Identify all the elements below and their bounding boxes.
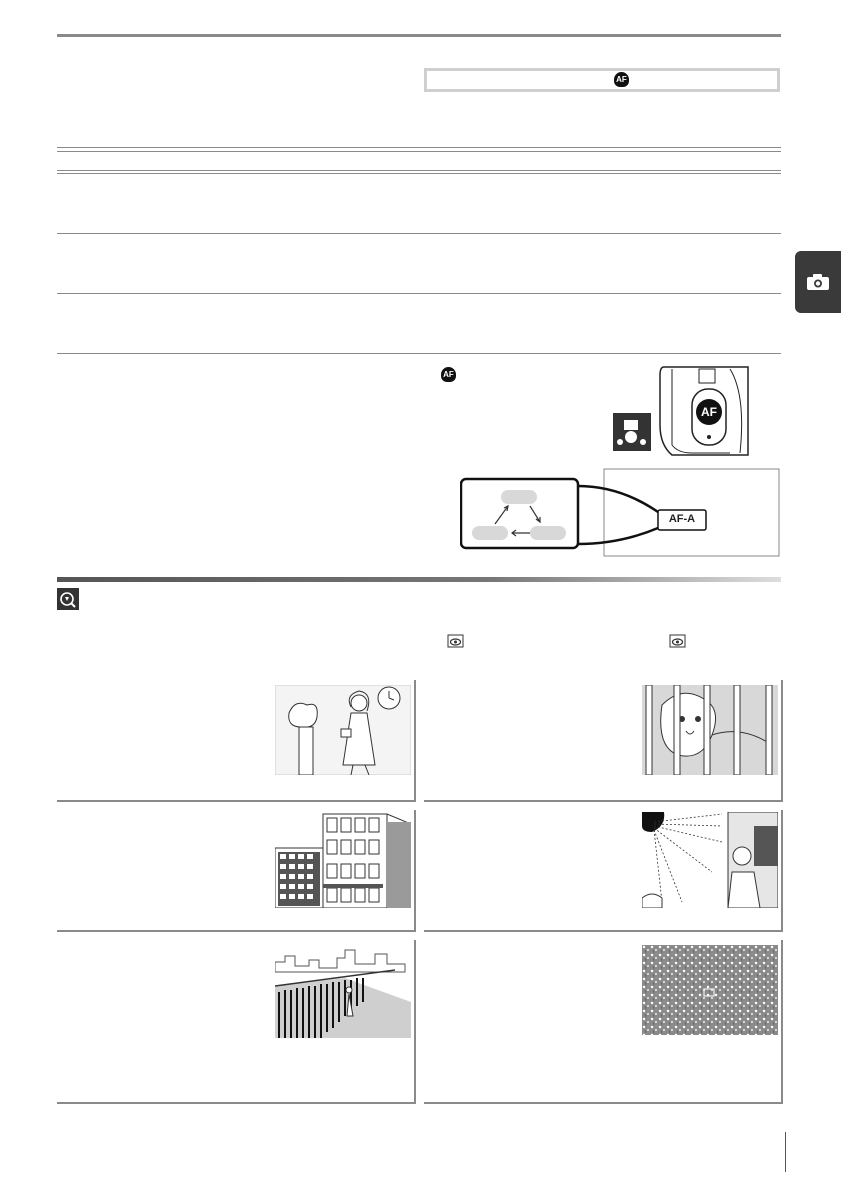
page-ref-eye-icon-1 bbox=[447, 634, 464, 648]
lion-cage-illustration bbox=[642, 685, 778, 775]
page-ref-eye-icon-2 bbox=[669, 634, 686, 648]
shooting-section-tab[interactable] bbox=[795, 251, 841, 313]
camera-icon bbox=[806, 273, 830, 291]
table-rule-top-1 bbox=[57, 147, 781, 148]
sun-window-illustration bbox=[642, 812, 778, 908]
flower-field-illustration bbox=[642, 945, 778, 1035]
af-badge: AF bbox=[614, 72, 629, 87]
table-rule-row-3 bbox=[57, 353, 781, 354]
table-rule-header bbox=[57, 170, 781, 171]
fence-city-illustration bbox=[275, 942, 411, 1038]
buildings-illustration bbox=[275, 812, 411, 908]
af-button-label: AF bbox=[696, 399, 722, 425]
table-rule-top-2 bbox=[57, 151, 781, 152]
portrait-clock-illustration bbox=[275, 685, 411, 775]
panel-flower-field bbox=[424, 940, 783, 1104]
tip-divider bbox=[57, 577, 781, 582]
mode-box bbox=[424, 68, 780, 92]
panel-sun-window bbox=[424, 810, 783, 932]
panel-buildings bbox=[57, 810, 416, 932]
panel-fence-city bbox=[57, 940, 416, 1104]
camera-body-illustration bbox=[612, 365, 752, 457]
tip-icon bbox=[57, 588, 79, 610]
table-rule-row-1 bbox=[57, 233, 781, 234]
af-mode-indicator: AF-A bbox=[668, 513, 696, 525]
panel-portrait-clock bbox=[57, 680, 416, 802]
table-rule-row-2 bbox=[57, 293, 781, 294]
af-mode-cycle-diagram bbox=[460, 468, 780, 558]
page-edge-rule bbox=[785, 1132, 786, 1172]
table-rule-header-2 bbox=[57, 173, 781, 174]
af-inline-badge: AF bbox=[441, 367, 456, 382]
top-rule bbox=[57, 34, 781, 37]
panel-lion-cage bbox=[424, 680, 783, 802]
